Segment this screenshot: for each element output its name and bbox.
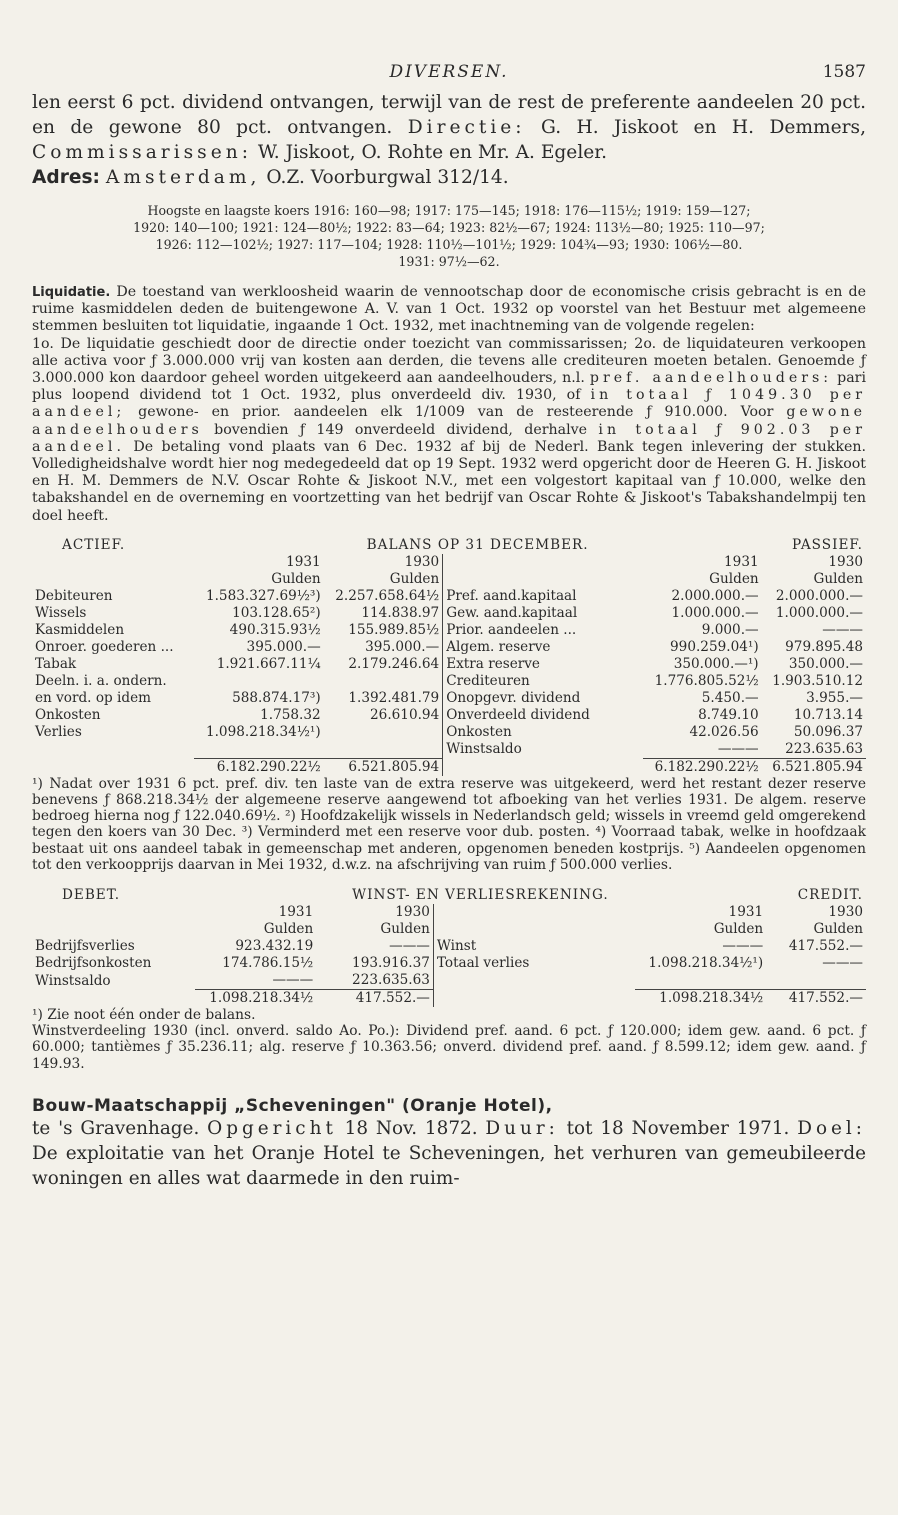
winst-heading-row: [32, 887, 866, 904]
total-credit-1931: 1.098.218.34½: [635, 990, 766, 1008]
value-1931: [635, 972, 766, 990]
value-1931: 1.583.327.69½³): [205, 587, 321, 604]
value-1931: 103.128.65²): [232, 604, 321, 621]
doel-text: De exploitatie van het Oranje Hotel te Scheveningen, het verhuren van gemeubileerde woningen en alles wat daarmede in den ruim-: [32, 1142, 866, 1189]
value-1930: 395.000.—: [365, 638, 440, 655]
table-row: [32, 639, 866, 656]
year-header: 1930: [828, 904, 863, 921]
unit-header: Gulden: [263, 921, 314, 938]
value-1930: 1.392.481.79: [348, 689, 440, 706]
opgericht-label: Opgericht: [207, 1117, 337, 1139]
value-1930: 155.989.85½: [348, 621, 440, 638]
value-1930: 50.096.37: [793, 723, 863, 740]
row-label: Pref. aand.kapitaal: [443, 588, 643, 605]
table-row: [32, 673, 866, 690]
year-header: 1930: [395, 904, 430, 921]
koers-text-1: 1916: 160—98; 1917: 175—145; 1918: 176—115½; 1919: 159—127;: [313, 203, 751, 218]
row-label: Winstsaldo: [443, 741, 643, 759]
row-label: Onroer. goederen ...: [35, 638, 174, 655]
credit-label: CREDIT.: [797, 887, 863, 904]
adres-city: Amsterdam,: [105, 167, 261, 188]
unit-header: Gulden: [813, 921, 863, 938]
year-header: 1930: [828, 553, 863, 570]
hotel-text-1: te 's Gravenhage.: [32, 1117, 200, 1139]
table-row: [32, 724, 866, 741]
value-1931: 8.749.10: [698, 706, 759, 723]
value-1930: 10.713.14: [793, 706, 863, 723]
value-1930: ———: [822, 955, 863, 972]
value-1931: [194, 673, 324, 690]
doel-label: Doel:: [797, 1117, 866, 1139]
row-label: Winstsaldo: [35, 972, 111, 989]
winst-years-row: [32, 904, 866, 921]
value-1931: ———: [722, 938, 764, 955]
value-1931: 1.098.218.34½¹): [205, 723, 321, 740]
unit-header: Gulden: [380, 921, 430, 938]
row-label: Debiteuren: [35, 587, 113, 604]
value-1931: 5.450.—: [701, 689, 759, 706]
adres-label: Adres:: [32, 167, 100, 188]
row-label: Crediteuren: [443, 673, 643, 690]
balans-title: BALANS OP 31 DECEMBER.: [366, 536, 589, 553]
unit-header: Gulden: [389, 570, 440, 587]
row-label: Tabak: [35, 655, 77, 672]
row-label: [32, 741, 194, 759]
value-1930: [766, 972, 866, 990]
total-debet-1931: 1.098.218.34½: [195, 990, 317, 1008]
value-1931: 1.000.000.—: [671, 604, 759, 621]
liquidatie-totaal-2: in totaal ƒ 902.03 per aandeel.: [32, 421, 866, 455]
table-row: [32, 972, 866, 990]
hotel-title: Bouw-Maatschappij „Scheveningen" (Oranje Hotel),: [32, 1095, 553, 1116]
liquidatie-rules: [32, 336, 866, 525]
table-row: [32, 588, 866, 605]
row-label: Algem. reserve: [443, 639, 643, 656]
winst-table: [32, 887, 866, 1007]
intro-text: len eerst 6 pct. dividend ontvangen, terwijl van de rest de preferente aandeelen 20 pct. en de gewone 80 pct. ontvangen.: [32, 92, 866, 138]
row-label: Winst: [433, 938, 635, 955]
year-header: 1931: [724, 553, 759, 570]
liquidatie-text-3: pari plus loopend dividend tot 1 Oct. 1932, plus onverdeeld div. 1930, of: [32, 370, 866, 404]
row-label: Onkosten: [443, 724, 643, 741]
table-row: [32, 622, 866, 639]
winst-title: WINST- EN VERLIESREKENING.: [352, 887, 609, 904]
liquidatie-text-6: De betaling vond plaats van 6 Dec. 1932 af bij de Nederl. Bank tegen inlevering der stukken. Volledigheidshalve wordt hier nog medegedeeld dat op 19 Sept. 1932 werd opgericht door de Heeren G. H. Jiskoot en H. M. Demmers de N.V. Oscar Rohte & Jiskoot N.V., met een volgestort kapitaal van ƒ 10.000, welke den tabakshandel en de overneming en voortzetting van het bedrijf van Oscar Rohte & Jiskoot's Tabakshandelmpij ten doel heeft.: [32, 438, 866, 524]
total-credit-1930: 417.552.—: [766, 990, 866, 1008]
debet-label: DEBET.: [62, 887, 121, 904]
liquidatie-text-1: De toestand van werkloosheid waarin de vennootschap door de economische crisis gebracht is en de ruime kasmiddelen deden de buitengewone A. V. van 1 Oct. 1932 op voorstel van het Bestuur met algemeene stemmen besluiten tot liquidatie, ingaande 1 Oct. 1932, met inachtneming van de volgende regelen:: [32, 284, 866, 335]
year-header: 1930: [404, 553, 440, 570]
value-1930: 223.635.63: [785, 740, 863, 757]
liquidatie-text-5: bovendien ƒ 149 onverdeeld dividend, derhalve: [214, 421, 588, 438]
winst-note-1: ¹) Zie noot één onder de balans.: [32, 1007, 256, 1024]
balans-total-row: [32, 758, 866, 776]
koers-line-2: 1920: 140—100; 1921: 124—80½; 1922: 83—64; 1923: 82½—67; 1924: 113½—80; 1925: 110—97;: [133, 220, 765, 235]
value-1931: 490.315.93½: [229, 621, 321, 638]
value-1931: 1.098.218.34½¹): [648, 955, 764, 972]
running-head: [32, 0, 866, 90]
table-row: [32, 690, 866, 707]
adres-line: [32, 165, 866, 190]
value-1930: 2.179.246.64: [348, 655, 440, 672]
balans-table: [32, 537, 866, 776]
year-header: 1931: [278, 904, 314, 921]
value-1931: 350.000.—¹): [673, 655, 759, 672]
actief-label: ACTIEF.: [62, 536, 126, 553]
value-1931: 174.786.15½: [222, 955, 314, 972]
koers-label: Hoogste en laagste koers: [147, 203, 310, 218]
row-label: Extra reserve: [443, 656, 643, 673]
value-1930: 26.610.94: [370, 706, 440, 723]
table-row: [32, 707, 866, 724]
total-passief-1930: 6.521.805.94: [762, 758, 866, 776]
value-1931: 9.000.—: [701, 621, 759, 638]
row-label: Bedrijfsverlies: [35, 938, 135, 955]
table-row: [32, 938, 866, 955]
total-passief-1931: 6.182.290.22½: [643, 758, 762, 776]
row-label: Totaal verlies: [433, 955, 635, 972]
row-label: Onopgevr. dividend: [443, 690, 643, 707]
adres-street: O.Z. Voorburgwal 312/14.: [266, 167, 509, 188]
passief-label: PASSIEF.: [791, 536, 863, 553]
commissarissen-label: Commissarissen:: [32, 142, 252, 163]
liquidatie-text-2: 1o. De liquidatie geschiedt door de directie onder toezicht van commissarissen; 2o. de liquidateuren verkoopen alle activa voor ƒ 3.000.000 vrij van kosten aan derden, die tevens alle crediteuren moeten betalen. Genoemde ƒ 3.000.000 kon daardoor geheel worden uitgekeerd aan aandeelhouders, n.l.: [32, 335, 866, 387]
value-1930: [324, 673, 443, 690]
value-1931: 1.758.32: [260, 706, 321, 723]
opgericht-text: 18 Nov. 1872.: [344, 1117, 478, 1139]
value-1930: 417.552.—: [788, 938, 863, 955]
value-1930: ———: [389, 938, 430, 955]
intro-paragraph: [32, 90, 866, 165]
value-1931: 1.921.667.11¼: [216, 655, 321, 672]
value-1931: 2.000.000.—: [671, 587, 759, 604]
balans-units-row: [32, 571, 866, 588]
value-1930: 979.895.48: [785, 638, 863, 655]
row-label: Verlies: [35, 723, 82, 740]
unit-header: Gulden: [709, 570, 759, 587]
value-1931: 395.000.—: [246, 638, 321, 655]
value-1930: [324, 724, 443, 741]
directie-label: Directie:: [407, 117, 526, 138]
value-1930: 223.635.63: [352, 972, 430, 989]
balans-years-row: [32, 554, 866, 571]
liquidatie-text-4: gewone- en prior. aandeelen elk 1/1009 van de resteerende ƒ 910.000. Voor: [138, 404, 774, 421]
value-1930: [324, 741, 443, 759]
balans-notes: ¹) Nadat over 1931 6 pct. pref. div. ten laste van de extra reserve was uitgekeerd, werd het restant dezer reserve benevens ƒ 868.218.34½ der algemeene reserve aangewend tot afboeking van het verlies 1931. De algem. reserve bedroeg hierna nog ƒ 122.040.69½. ²) Hoofdzakelijk wissels in Nederlandsch geld; wissels in vreemd geld omgerekend tegen den koers van 30 Dec. ³) Verminderd met een reserve voor dub. posten. ⁴) Voorraad tabak, welke in hoofdzaak bestaat uit ons aandeel tabak in gemeenschap met anderen, opgenomen beneden kostprijs. ⁵) Aandeelen opgenomen tot den verkoopprijs daarvan in Mei 1932, d.w.z. na afschrijving van ruim ƒ 500.000 verlies.: [32, 775, 866, 873]
unit-header: Gulden: [813, 570, 863, 587]
table-row: [32, 605, 866, 622]
row-label: Prior. aandeelen ...: [443, 622, 643, 639]
value-1931: 990.259.04¹): [670, 638, 759, 655]
balans-heading-row: [32, 537, 866, 554]
value-1930: 1.903.510.12: [772, 672, 863, 689]
value-1930: 350.000.—: [788, 655, 863, 672]
liquidatie-gewone: gewone aandeelhouders: [32, 404, 867, 438]
value-1931: 588.874.17³): [232, 689, 321, 706]
page-header-title: DIVERSEN.: [389, 62, 509, 82]
koers-line-3: 1926: 112—102½; 1927: 117—104; 1928: 110½—101½; 1929: 104¾—93; 1930: 106½—80.: [155, 237, 743, 252]
directie-text: G. H. Jiskoot en H. Demmers,: [541, 117, 866, 138]
duur-label: Duur:: [485, 1117, 559, 1139]
winst-rows: [32, 938, 866, 990]
liquidatie-pref: pref. aandeelhouders:: [589, 370, 833, 387]
table-row: [32, 741, 866, 759]
koers-line-1: [32, 202, 866, 219]
value-1931: 1.776.805.52½: [654, 672, 759, 689]
page-number: 1587: [822, 62, 866, 82]
value-1931: ———: [272, 972, 314, 989]
value-1931: [194, 741, 324, 759]
year-header: 1931: [728, 904, 764, 921]
row-label: Onverdeeld dividend: [443, 707, 643, 724]
row-label: Onkosten: [35, 706, 101, 723]
hotel-paragraph: [32, 1116, 866, 1191]
value-1931: 923.432.19: [235, 938, 314, 955]
koers-block: [32, 202, 866, 270]
table-row: [32, 656, 866, 673]
value-1931: 42.026.56: [689, 723, 759, 740]
value-1930: 114.838.97: [361, 604, 440, 621]
unit-header: Gulden: [713, 921, 764, 938]
value-1930: ———: [822, 621, 863, 638]
liquidatie-label: Liquidatie.: [32, 285, 111, 300]
row-label: Gew. aand.kapitaal: [443, 605, 643, 622]
year-header: 1931: [286, 553, 321, 570]
winst-note-2: Winstverdeeling 1930 (incl. onverd. saldo Ao. Po.): Dividend pref. aand. 6 pct. ƒ 120.000; idem gew. aand. 6 pct. ƒ 60.000; tantièmes ƒ 35.236.11; alg. reserve ƒ 10.363.56; onverd. dividend pref. aand. ƒ 8.599.12; idem gew. aand. ƒ 149.93.: [32, 1023, 866, 1072]
duur-text: tot 18 November 1971.: [566, 1117, 790, 1139]
winst-units-row: [32, 921, 866, 938]
value-1930: 2.257.658.64½: [335, 587, 440, 604]
value-1930: 2.000.000.—: [775, 587, 863, 604]
balans-rows: [32, 588, 866, 759]
row-label: en vord. op idem: [35, 689, 152, 706]
table-row: [32, 955, 866, 972]
value-1930: 193.916.37: [352, 955, 430, 972]
row-label: [433, 972, 635, 990]
row-label: Kasmiddelen: [35, 621, 125, 638]
row-label: Bedrijfsonkosten: [35, 955, 152, 972]
total-actief-1930: 6.521.805.94: [324, 758, 443, 776]
total-actief-1931: 6.182.290.22½: [194, 758, 324, 776]
liquidatie-totaal-1: in totaal ƒ 1049.30 per aandeel;: [32, 387, 866, 421]
liquidatie-paragraph: [32, 284, 866, 336]
total-debet-1930: 417.552.—: [316, 990, 433, 1008]
value-1930: 3.955.—: [806, 689, 863, 706]
value-1930: 1.000.000.—: [775, 604, 863, 621]
row-label: Deeln. i. a. ondern.: [35, 672, 167, 689]
unit-header: Gulden: [271, 570, 321, 587]
commissarissen-text: W. Jiskoot, O. Rohte en Mr. A. Egeler.: [257, 142, 608, 163]
winst-total-row: [32, 990, 866, 1008]
value-1931: ———: [717, 740, 759, 757]
koers-line-4: 1931: 97½—62.: [398, 254, 500, 269]
row-label: Wissels: [35, 604, 87, 621]
